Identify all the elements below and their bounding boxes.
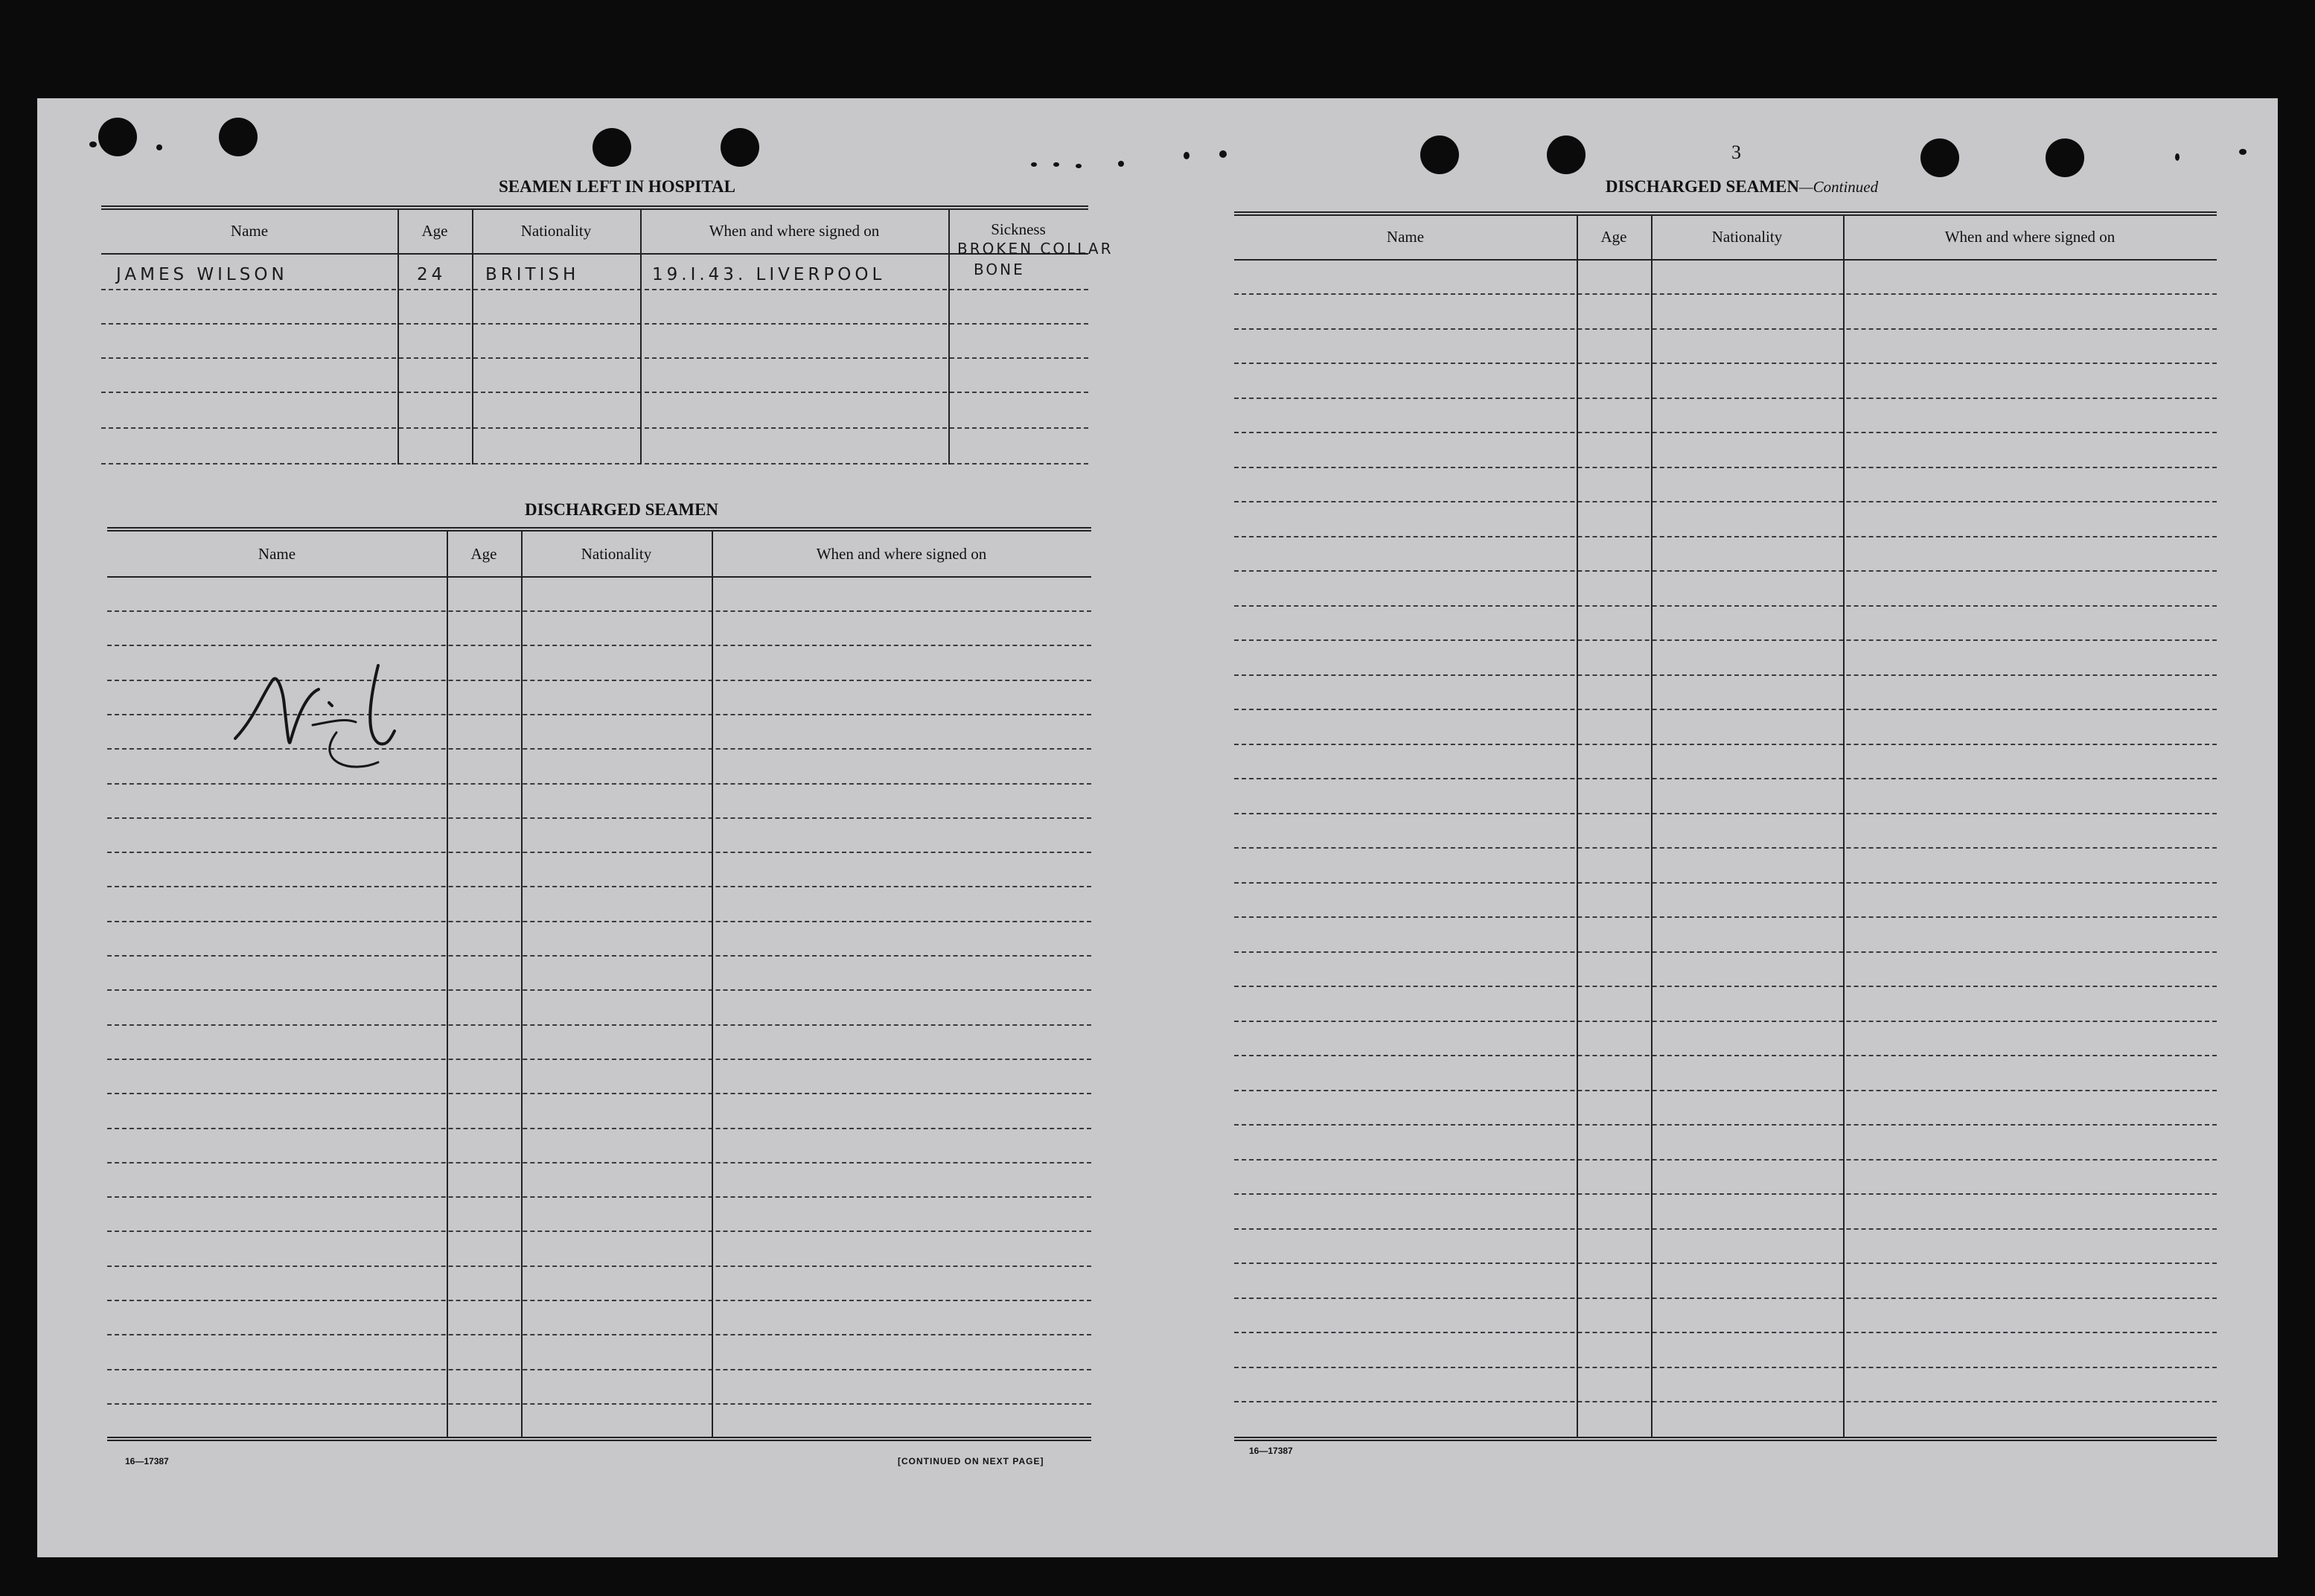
dotted-row-rule (1234, 570, 2217, 572)
dotted-row-rule (1234, 709, 2217, 710)
ink-speck (2175, 153, 2180, 161)
dotted-row-rule (1234, 467, 2217, 468)
dotted-row-rule (1234, 1263, 2217, 1264)
hospital-entry-nationality: BRITISH (485, 265, 580, 284)
dotted-row-rule (1234, 363, 2217, 364)
binder-hole (98, 118, 137, 156)
dotted-row-rule (1234, 847, 2217, 849)
dotted-row-rule (107, 852, 1091, 853)
hospital-section-title: SEAMEN LEFT IN HOSPITAL (498, 177, 736, 196)
dotted-row-rule (1234, 882, 2217, 884)
dotted-row-rule (107, 1024, 1091, 1026)
dotted-row-rule (107, 1265, 1091, 1267)
dotted-row-rule (1234, 1367, 2217, 1368)
binder-hole (2046, 138, 2084, 177)
hospital-entry-signed-on: 19.I.43. LIVERPOOL (652, 265, 886, 284)
dotted-row-rule (1234, 605, 2217, 607)
dotted-row-rule (107, 1403, 1091, 1405)
dotted-row-rule (1234, 501, 2217, 502)
discharged-col-nationality: Nationality (581, 545, 652, 563)
discharged-col-signed-on: When and where signed on (816, 545, 987, 563)
dotted-row-rule (1234, 813, 2217, 814)
dotted-row-rule (1234, 1401, 2217, 1402)
binder-hole (1420, 135, 1459, 174)
hospital-entry-sickness-line2: BONE (974, 261, 1025, 278)
hospital-col-name: Name (230, 222, 269, 240)
ink-speck (1184, 152, 1190, 159)
document-sheet (37, 98, 2278, 1557)
discharged-continued-table (1234, 211, 2217, 1465)
dotted-row-rule (107, 1230, 1091, 1232)
dotted-row-rule (1234, 398, 2217, 399)
ink-speck (1118, 161, 1124, 167)
ink-speck (1219, 150, 1227, 158)
hospital-entry-age: 24 (417, 265, 447, 284)
dotted-row-rule (107, 1334, 1091, 1335)
page-number: 3 (1731, 141, 1741, 163)
dotted-row-rule (1234, 639, 2217, 641)
dotted-row-rule (107, 1300, 1091, 1301)
ink-speck (1031, 162, 1037, 167)
binder-hole (593, 128, 631, 167)
handwritten-nil-mark (225, 651, 418, 792)
continued-note: [CONTINUED ON NEXT PAGE] (898, 1456, 1044, 1466)
hospital-col-nationality: Nationality (520, 222, 592, 240)
dotted-row-rule (1234, 1332, 2217, 1333)
dotted-row-rule (1234, 1124, 2217, 1126)
dotted-row-rule (1234, 1021, 2217, 1022)
dotted-row-rule (107, 1162, 1091, 1164)
ink-speck (156, 144, 162, 150)
cont-col-name: Name (1386, 228, 1425, 246)
dotted-row-rule (1234, 1159, 2217, 1161)
dotted-row-rule (1234, 778, 2217, 779)
dotted-row-rule (1234, 674, 2217, 676)
dotted-row-rule (107, 1059, 1091, 1060)
hospital-col-age: Age (421, 222, 448, 240)
dotted-row-rule (107, 1093, 1091, 1094)
dotted-row-rule (1234, 536, 2217, 537)
discharged-section-title: DISCHARGED SEAMEN (524, 500, 719, 519)
hospital-entry-name: JAMES WILSON (116, 265, 288, 284)
dotted-row-rule (107, 817, 1091, 819)
discharged-continued-main: DISCHARGED SEAMEN (1605, 177, 1799, 196)
dotted-row-rule (1234, 293, 2217, 295)
print-code-right: 16—17387 (1249, 1446, 1293, 1456)
discharged-col-age: Age (470, 545, 497, 563)
dotted-row-rule (107, 645, 1091, 646)
hospital-entry-sickness-line1: BROKEN COLLAR (957, 240, 1114, 258)
dotted-row-rule (107, 1369, 1091, 1370)
dotted-row-rule (107, 886, 1091, 887)
binder-hole (219, 118, 258, 156)
ink-speck (89, 141, 97, 147)
dotted-row-rule (1234, 1193, 2217, 1195)
binder-hole (1920, 138, 1959, 177)
binder-hole (721, 128, 759, 167)
binder-hole (1547, 135, 1586, 174)
dotted-row-rule (107, 989, 1091, 991)
dotted-row-rule (1234, 1090, 2217, 1091)
dotted-row-rule (1234, 951, 2217, 953)
ink-speck (1053, 162, 1059, 167)
dotted-row-rule (107, 921, 1091, 922)
hospital-table (101, 205, 1114, 476)
print-code-left: 16—17387 (125, 1456, 169, 1466)
continued-suffix: —Continued (1798, 178, 1879, 196)
ink-speck (2239, 149, 2247, 155)
dotted-row-rule (107, 1196, 1091, 1198)
dotted-row-rule (107, 610, 1091, 612)
dotted-row-rule (1234, 744, 2217, 745)
cont-col-nationality: Nationality (1711, 228, 1783, 246)
dotted-row-rule (1234, 432, 2217, 433)
discharged-continued-title (1230, 177, 2254, 197)
dotted-row-rule (107, 955, 1091, 957)
dotted-row-rule (1234, 986, 2217, 987)
hospital-col-signed-on: When and where signed on (709, 222, 880, 240)
discharged-col-name: Name (258, 545, 296, 563)
cont-col-age: Age (1600, 228, 1627, 246)
dotted-row-rule (1234, 916, 2217, 918)
dotted-row-rule (1234, 1055, 2217, 1056)
dotted-row-rule (1234, 1228, 2217, 1230)
dotted-row-rule (1234, 328, 2217, 330)
hospital-col-sickness: Sickness (991, 220, 1046, 238)
ink-speck (1076, 164, 1082, 168)
cont-col-signed-on: When and where signed on (1944, 228, 2116, 246)
dotted-row-rule (1234, 1297, 2217, 1299)
dotted-row-rule (107, 1128, 1091, 1129)
